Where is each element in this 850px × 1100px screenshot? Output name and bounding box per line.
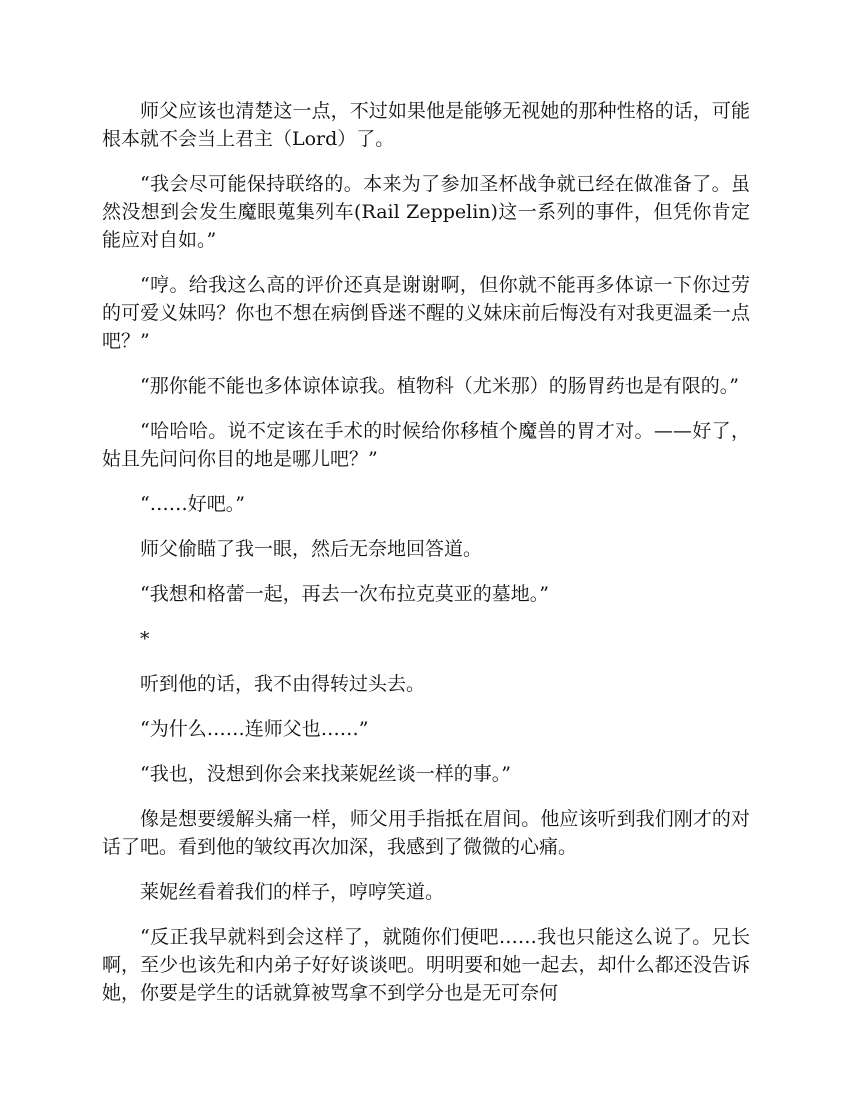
paragraph: “哈哈哈。说不定该在手术的时候给你移植个魔兽的胃才对。——好了，姑且先问问你目的地是哪儿吧？” <box>102 420 750 470</box>
document-page <box>102 97 750 1024</box>
paragraph: 像是想要缓解头痛一样，师父用手指抵在眉间。他应该听到我们刚才的对话了吧。看到他的皱纹再次加深，我感到了微微的心痛。 <box>102 808 750 858</box>
paragraph: “那你能不能也多体谅体谅我。植物科（尤米那）的肠胃药也是有限的。” <box>140 375 739 397</box>
paragraph: 师父应该也清楚这一点，不过如果他是能够无视她的那种性格的话，可能根本就不会当上君主（Lord）了。 <box>102 100 750 150</box>
paragraph: “我会尽可能保持联络的。本来为了参加圣杯战争就已经在做准备了。虽然没想到会发生魔眼蒐集列车(Rail Zeppelin)这一系列的事件，但凭你肯定能应对自如。” <box>102 173 750 251</box>
paragraph: “反正我早就料到会这样了，就随你们便吧……我也只能这么说了。兄长啊，至少也该先和内弟子好好谈谈吧。明明要和她一起去，却什么都还没告诉她，你要是学生的话就算被骂拿不到学分也是无可奈何 <box>102 926 750 1004</box>
paragraph: “为什么……连师父也……” <box>140 718 369 740</box>
scene-break: * <box>140 628 150 650</box>
paragraph: “……好吧。” <box>140 493 245 515</box>
paragraph: “我也，没想到你会来找莱妮丝谈一样的事。” <box>140 763 511 785</box>
paragraph: 听到他的话，我不由得转过头去。 <box>140 673 426 695</box>
paragraph: “哼。给我这么高的评价还真是谢谢啊，但你就不能再多体谅一下你过劳的可爱义妹吗？你也不想在病倒昏迷不醒的义妹床前后悔没有对我更温柔一点吧？” <box>102 274 750 352</box>
paragraph: 师父偷瞄了我一眼，然后无奈地回答道。 <box>140 538 483 560</box>
paragraph: “我想和格蕾一起，再去一次布拉克莫亚的墓地。” <box>140 583 549 605</box>
paragraph: 莱妮丝看着我们的样子，哼哼笑道。 <box>140 881 445 903</box>
